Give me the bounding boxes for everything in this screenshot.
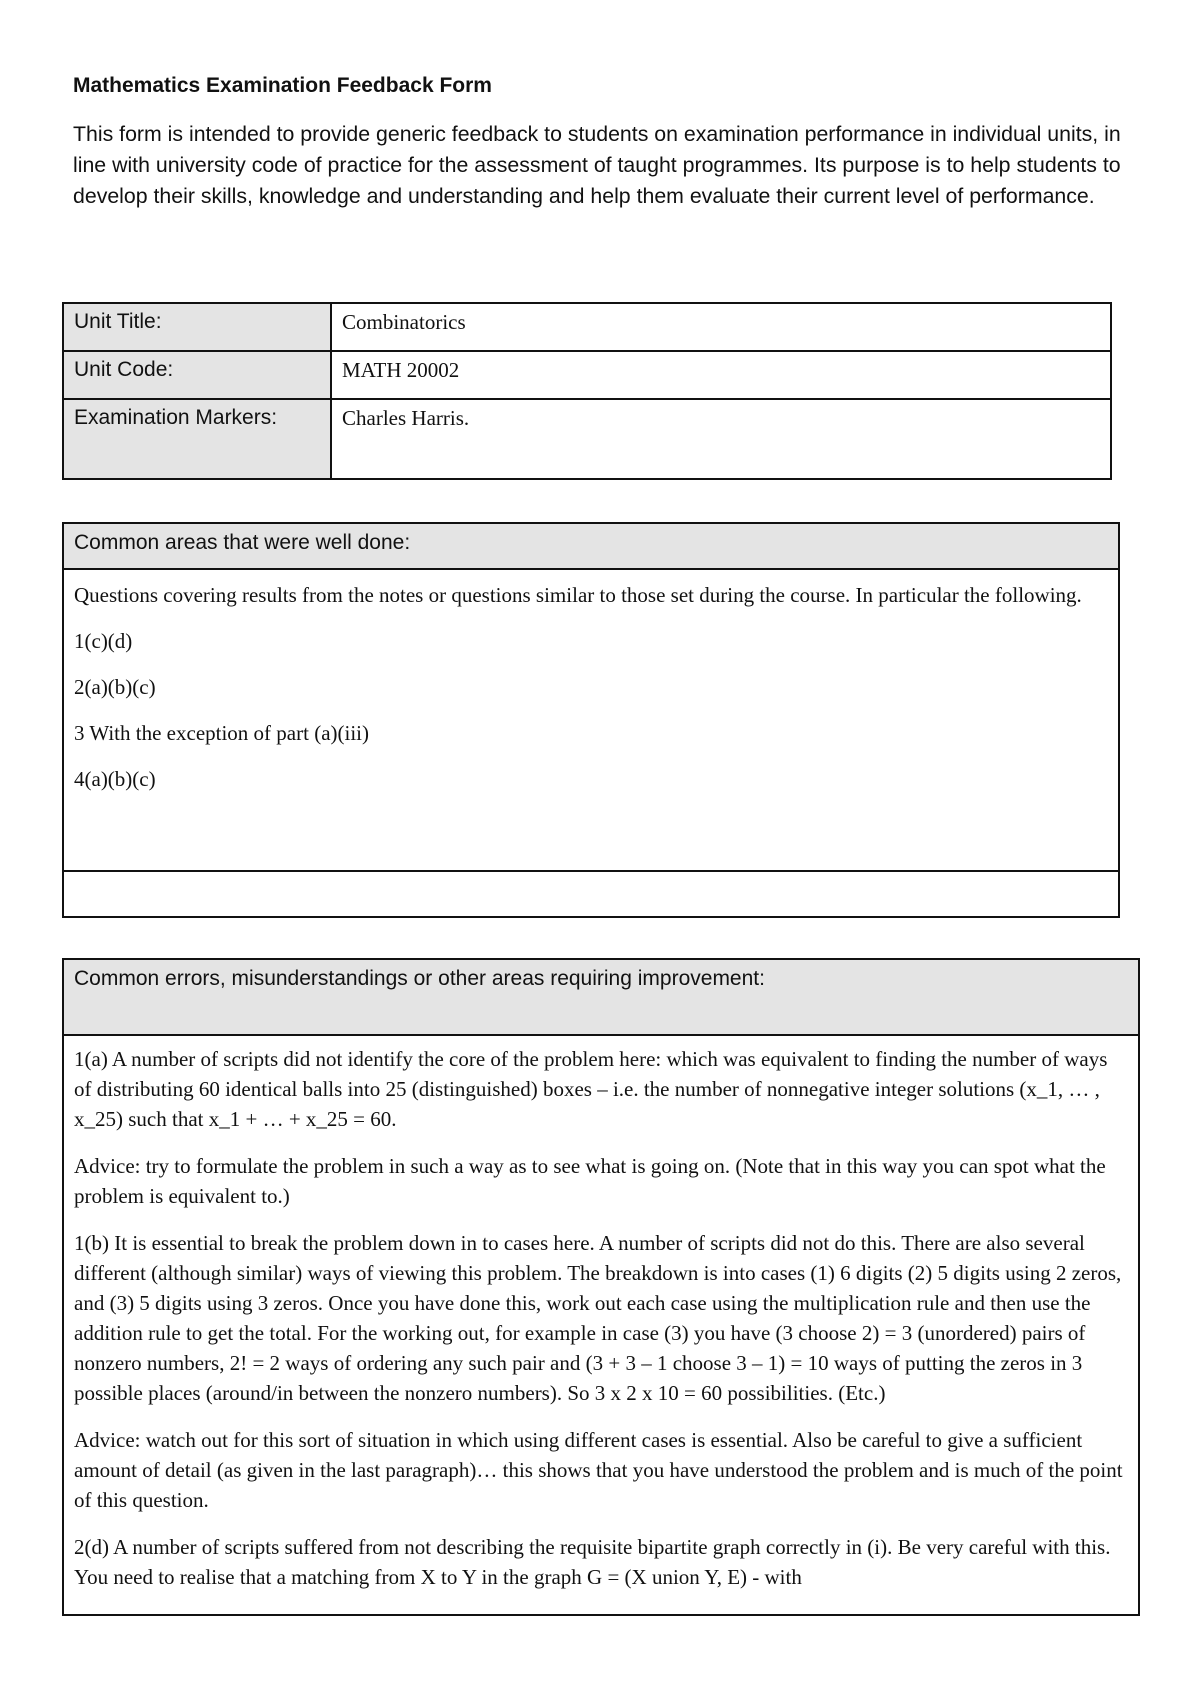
errors-paragraph: Advice: watch out for this sort of situation in which using different cases is essential. Also be careful to give a sufficient amount of detail (as given in the last paragraph)… this shows that you have understood the problem and is much of the point of this question. (74, 1428, 1123, 1512)
unit-title-row (63, 303, 1111, 351)
well-done-heading: Common areas that were well done: (63, 523, 1119, 569)
errors-body (63, 1035, 1139, 1615)
well-done-paragraph: 2(a)(b)(c) (74, 675, 156, 699)
unit-code-value: MATH 20002 (331, 351, 1111, 399)
errors-paragraph: 2(d) A number of scripts suffered from not describing the requisite bipartite graph correctly in (i). Be very careful with this. You need to realise that a matching from X to Y in the graph G = (X union Y, E) - with (74, 1535, 1111, 1589)
well-done-empty-row (63, 871, 1119, 917)
well-done-paragraph: 4(a)(b)(c) (74, 767, 156, 791)
well-done-paragraph: 3 With the exception of part (a)(iii) (74, 721, 369, 745)
unit-info-table (62, 302, 1112, 480)
form-title: Mathematics Examination Feedback Form (73, 74, 492, 97)
errors-paragraph: 1(a) A number of scripts did not identify the core of the problem here: which was equivalent to finding the number of ways of distributing 60 identical balls into 25 (distinguished) boxes – i.e. the number of nonnegative integer solutions (x_1, … , x_25) such that x_1 + … + x_25 = 60. (74, 1047, 1108, 1131)
well-done-paragraph: Questions covering results from the notes or questions similar to those set during the course. In particular the following. (74, 583, 1082, 607)
errors-paragraph: Advice: try to formulate the problem in such a way as to see what is going on. (Note that in this way you can spot what the problem is equivalent to.) (74, 1154, 1106, 1208)
unit-code-row (63, 351, 1111, 399)
errors-table (62, 958, 1140, 1616)
errors-paragraph: 1(b) It is essential to break the problem down in to cases here. A number of scripts did not do this. There are also several different (although similar) ways of viewing this problem. The breakdown is into cases (1) 6 digits (2) 5 digits using 2 zeros, and (3) 5 digits using 3 zeros. Once you have done this, work out each case using the multiplication rule and then use the addition rule to get the total. For the working out, for example in case (3) you have (3 choose 2) = 3 (unordered) pairs of nonzero numbers, 2! = 2 ways of ordering any such pair and (3 + 3 – 1 choose 3 – 1) = 10 ways of putting the zeros in 3 possible places (around/in between the nonzero numbers). So 3 x 2 x 10 = 60 possibilities. (Etc.) (74, 1231, 1122, 1405)
unit-title-value: Combinatorics (331, 303, 1111, 351)
form-intro: This form is intended to provide generic feedback to students on examination performance in individual units, in line with university code of practice for the assessment of taught programmes. Its purpose is to help students to develop their skills, knowledge and understanding and help them evaluate their current level of performance. (73, 122, 1121, 208)
unit-code-label: Unit Code: (63, 351, 331, 399)
well-done-body (63, 569, 1119, 871)
markers-value: Charles Harris. (331, 399, 1111, 479)
markers-label: Examination Markers: (63, 399, 331, 479)
well-done-table (62, 522, 1120, 918)
errors-heading: Common errors, misunderstandings or other areas requiring improvement: (63, 959, 1139, 1035)
well-done-paragraph: 1(c)(d) (74, 629, 133, 653)
markers-row (63, 399, 1111, 479)
unit-title-label: Unit Title: (63, 303, 331, 351)
